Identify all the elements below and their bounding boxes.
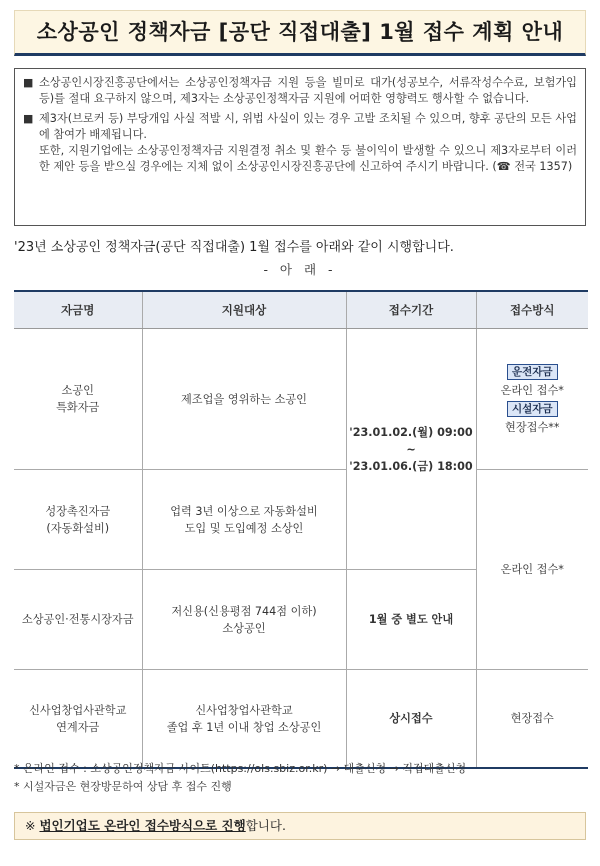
column-header: 자금명 — [14, 291, 142, 329]
fund-name-cell: 성장촉진자금 (자동화설비) — [14, 470, 142, 570]
corporate-notice-box — [14, 812, 586, 840]
title-banner — [14, 10, 586, 56]
facility-fund-badge: 시설자금 — [507, 401, 558, 417]
period-cell: '23.01.02.(월) 09:00 ~ '23.01.06.(금) 18:00 — [346, 329, 476, 570]
method-text: 현장접수** — [505, 421, 560, 434]
column-header: 지원대상 — [142, 291, 346, 329]
notice-text: 또한, 지원기업에는 소상공인정책자금 지원결정 취소 및 환수 등 불이익이 발생할 수 있으니 제3자로부터 이러한 제안 등을 받으실 경우에는 지체 없이 소상공인시장진흥공단에 신고하여 주시기 바랍니다. (☎ 전국 1357) — [39, 144, 577, 173]
column-header: 접수방식 — [476, 291, 588, 329]
intro-text: '23년 소상공인 정책자금(공단 직접대출) 1월 접수를 아래와 같이 시행합니다. — [14, 240, 454, 255]
page-title: 소상공인 정책자금 [공단 직접대출] 1월 접수 계획 안내 — [36, 20, 564, 44]
operating-fund-badge: 운전자금 — [507, 364, 558, 380]
table-row — [14, 470, 588, 570]
column-header: 접수기간 — [346, 291, 476, 329]
table-header-row — [14, 291, 588, 329]
section-divider-label: - 아 래 - — [263, 262, 337, 277]
fund-schedule-table — [14, 290, 588, 769]
square-bullet-icon: ■ — [23, 76, 34, 89]
fund-name-cell: 신사업창업사관학교 연계자금 — [14, 670, 142, 769]
notice-item-1 — [23, 75, 577, 107]
target-cell: 제조업을 영위하는 소공인 — [142, 329, 346, 470]
corporate-notice-emphasis: 법인기업도 온라인 접수방식으로 진행 — [39, 818, 246, 833]
fund-name-cell: 소공인 특화자금 — [14, 329, 142, 470]
target-cell: 신사업창업사관학교 졸업 후 1년 이내 창업 소상공인 — [142, 670, 346, 769]
square-bullet-icon: ■ — [23, 112, 34, 125]
target-cell: 저신용(신용평점 744점 이하) 소상공인 — [142, 570, 346, 670]
warning-notice-box — [14, 68, 586, 226]
notice-item-2 — [23, 111, 577, 175]
footnotes — [14, 760, 466, 796]
table-row — [14, 670, 588, 769]
footnote-facility: * 시설자금은 현장방문하여 상담 후 접수 진행 — [14, 780, 232, 793]
corporate-notice-suffix: 합니다. — [245, 818, 286, 833]
period-cell: 상시접수 — [346, 670, 476, 769]
notice-text: 소상공인시장진흥공단에서는 소상공인정책자금 지원 등을 빌미로 대가(성공보수, 서류작성수수료, 보험가입 등)를 절대 요구하지 않으며, 제3자는 소상공인정책자금 지원에 어떠한 영향력도 행사할 수 없습니다. — [39, 76, 577, 105]
method-cell: 온라인 접수* — [476, 470, 588, 670]
table-row — [14, 329, 588, 470]
fund-name-cell: 소상공인·전통시장자금 — [14, 570, 142, 670]
method-text: 온라인 접수* — [500, 384, 564, 397]
target-cell: 업력 3년 이상으로 자동화설비 도입 및 도입예정 소상인 — [142, 470, 346, 570]
method-cell: 현장접수 — [476, 670, 588, 769]
period-cell: 1월 중 별도 안내 — [346, 570, 476, 670]
notice-text: 제3자(브로커 등) 부당개입 사실 적발 시, 위법 사실이 있는 경우 고발 조치될 수 있으며, 향후 공단의 모든 사업에 참여가 배제됩니다. — [39, 112, 577, 141]
method-cell — [476, 329, 588, 470]
note-mark: ※ — [25, 818, 40, 833]
footnote-online: * 온라인 접수 : 소상공인정책자금 사이트(https://ols.sbiz.or.kr) → 대출신청 → 직접대출신청 — [14, 762, 467, 775]
